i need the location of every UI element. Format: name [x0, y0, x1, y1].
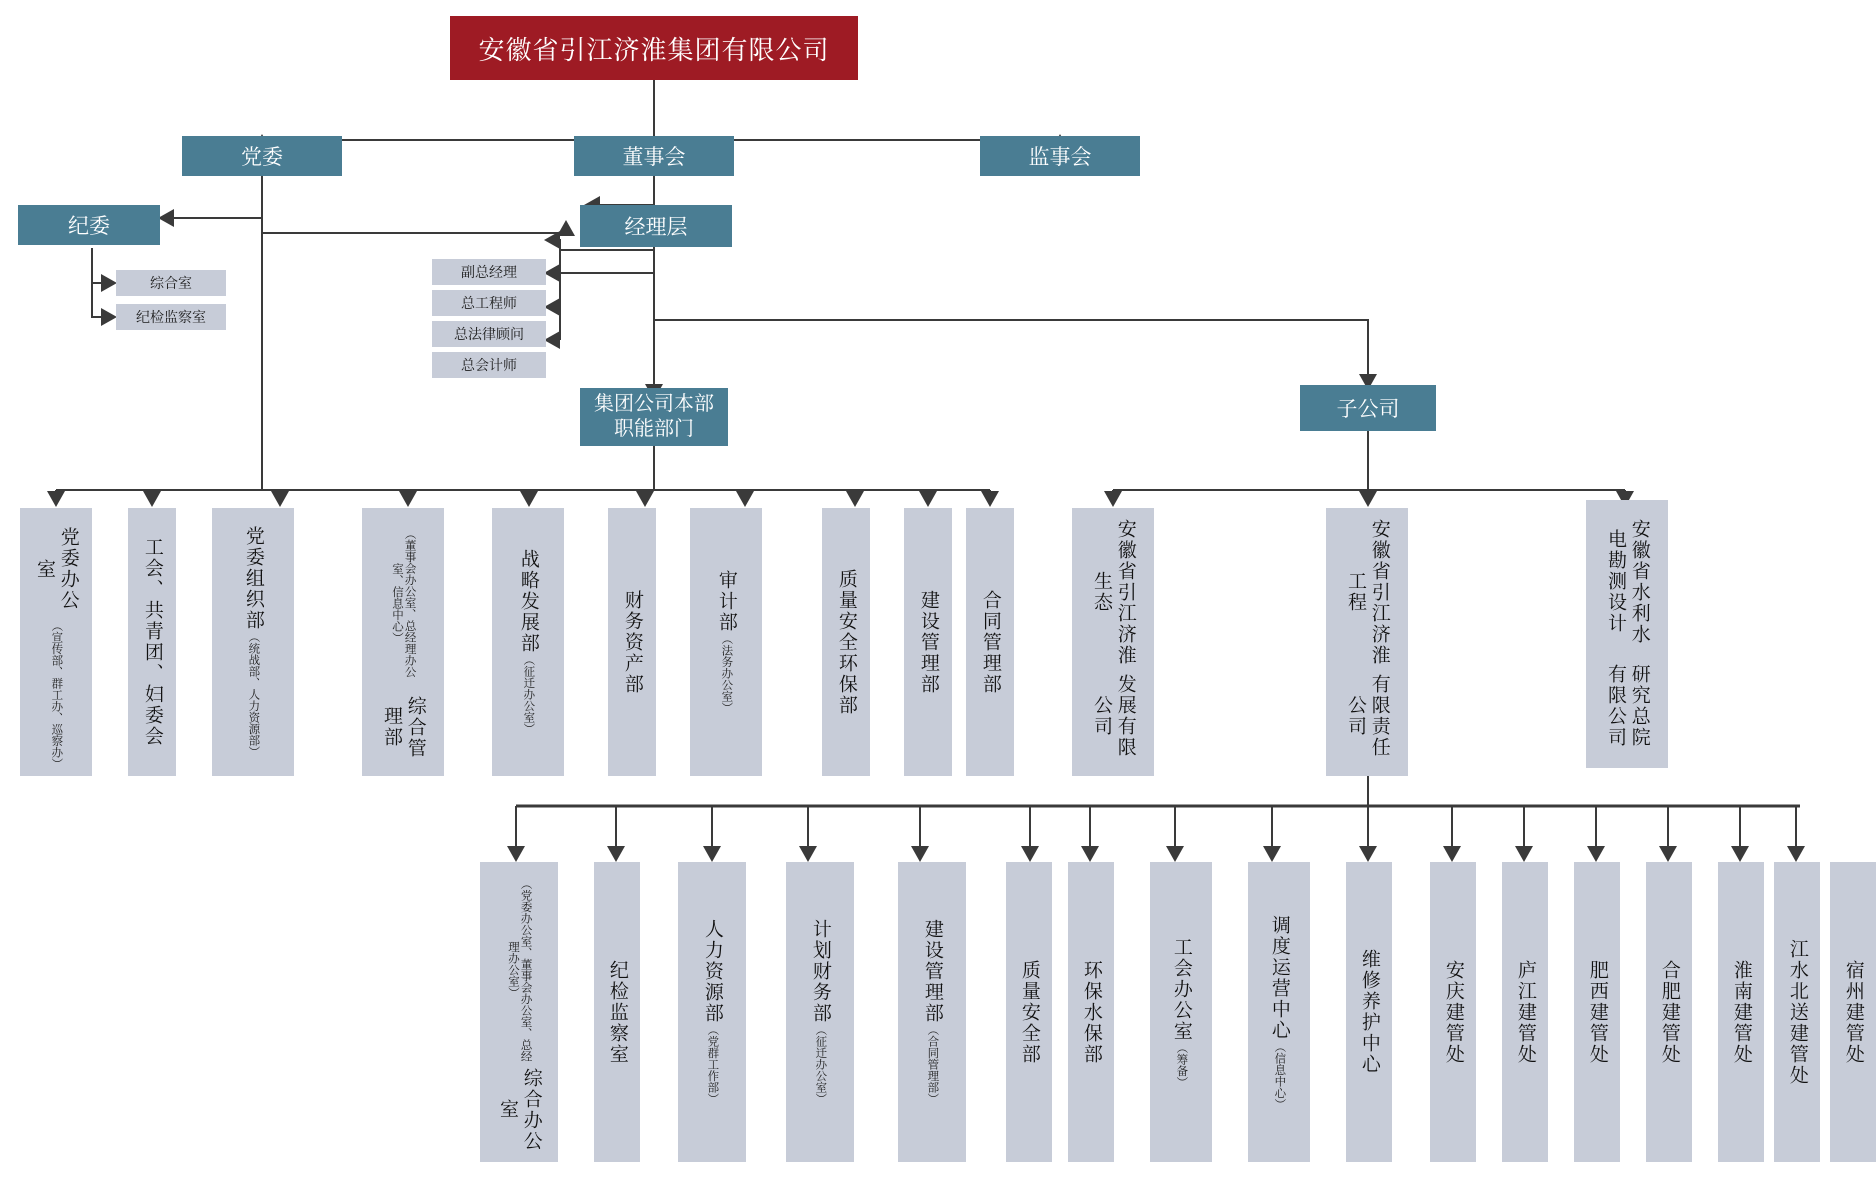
node-headquarter-functional-departments[interactable] — [580, 388, 728, 446]
node-board-of-directors[interactable] — [574, 136, 734, 176]
subsidiary-label: 安徽省引江济淮工程 — [1345, 518, 1390, 666]
node-label-line2: 职能部门 — [614, 418, 694, 440]
node-chief-legal-counsel[interactable] — [432, 321, 546, 347]
node-label: 子公司 — [1336, 398, 1400, 421]
sub-dept-label: 维修养护中心 — [1358, 949, 1380, 1075]
node-label: 董事会 — [622, 146, 686, 169]
subsidiary-water-design-institute[interactable] — [1586, 500, 1668, 768]
sub-dept-feixi-office[interactable] — [1574, 862, 1620, 1162]
sub-dept-sublabel: （征迁办公室） — [814, 1024, 827, 1105]
dept-label: 质量安全环保部 — [835, 568, 857, 716]
node-label: 纪检监察室 — [136, 309, 206, 325]
subsidiary-label: 安徽省引江济淮生态 — [1091, 518, 1136, 666]
dept-label: 建设管理部 — [917, 589, 939, 695]
sub-dept-sublabel: （党委办公室、董事会办公室、总经理办公室） — [507, 877, 532, 1062]
sub-dept-sublabel: （合同管理部） — [926, 1024, 939, 1105]
dept-sublabel: （统战部、人力资源部） — [247, 631, 260, 758]
sub-dept-label: 江水北送建管处 — [1786, 938, 1808, 1086]
root-node[interactable] — [450, 16, 858, 80]
sub-dept-label: 质量安全部 — [1018, 959, 1040, 1065]
sub-dept-label: 建设管理部 — [921, 919, 943, 1025]
dept-label: 工会、共青团、妇委会 — [141, 537, 163, 747]
node-label: 党委 — [241, 146, 283, 169]
node-label: 总法律顾问 — [454, 326, 524, 342]
dept-party-committee-office[interactable] — [20, 508, 92, 776]
dept-label: 财务资产部 — [621, 589, 643, 695]
dept-sublabel: （征迁办公室） — [522, 654, 535, 735]
dept-label: 战略发展部 — [517, 549, 539, 655]
sub-dept-suzhou-office[interactable] — [1830, 862, 1876, 1162]
dept-quality-safety-environment[interactable] — [822, 508, 870, 776]
subsidiary-engineering-ltd[interactable] — [1326, 508, 1408, 776]
node-chief-accountant[interactable] — [432, 352, 546, 378]
sub-dept-label: 人力资源部 — [701, 919, 723, 1025]
dept-party-organization[interactable] — [212, 508, 294, 776]
dept-label: 党委办公室 — [34, 527, 79, 612]
sub-dept-anqing-office[interactable] — [1430, 862, 1476, 1162]
dept-sublabel: （宣传部、群工办、巡察办） — [50, 620, 63, 770]
root-label: 安徽省引江济淮集团有限公司 — [478, 34, 830, 65]
subsidiary-sublabel: 有限责任公司 — [1345, 674, 1390, 759]
sub-dept-label: 工会办公室 — [1170, 936, 1192, 1042]
node-management-layer[interactable] — [580, 205, 732, 247]
dept-label: 合同管理部 — [979, 589, 1001, 695]
sub-dept-quality-safety[interactable] — [1006, 862, 1052, 1162]
node-chief-engineer[interactable] — [432, 290, 546, 316]
sub-dept-environment-water-conservation[interactable] — [1068, 862, 1114, 1162]
node-label: 总会计师 — [461, 357, 517, 373]
dept-sublabel: （法务办公室） — [720, 633, 733, 714]
dept-comprehensive-management[interactable] — [362, 508, 444, 776]
sub-dept-label: 环保水保部 — [1080, 959, 1102, 1065]
sub-dept-lujiang-office[interactable] — [1502, 862, 1548, 1162]
sub-dept-label: 淮南建管处 — [1730, 959, 1752, 1065]
sub-dept-hefei-office[interactable] — [1646, 862, 1692, 1162]
node-label: 总工程师 — [461, 295, 517, 311]
sub-dept-label: 安庆建管处 — [1442, 959, 1464, 1065]
subsidiary-ecology-development[interactable] — [1072, 508, 1154, 776]
node-party-committee[interactable] — [182, 136, 342, 176]
dept-label: 综合管理部 — [381, 695, 426, 759]
sub-dept-construction-management[interactable] — [898, 862, 966, 1162]
sub-dept-general-office[interactable] — [480, 862, 558, 1162]
sub-dept-north-water-office[interactable] — [1774, 862, 1820, 1162]
sub-dept-dispatch-operation-center[interactable] — [1248, 862, 1310, 1162]
sub-dept-label: 调度运营中心 — [1268, 914, 1290, 1041]
subsidiary-label: 安徽省水利水电勘测设计 — [1605, 518, 1650, 645]
sub-dept-sublabel: （筹备） — [1175, 1041, 1188, 1088]
node-general-office[interactable] — [116, 270, 226, 296]
sub-dept-label: 综合办公室 — [497, 1067, 542, 1152]
sub-dept-label: 肥西建管处 — [1586, 959, 1608, 1065]
node-label: 经理层 — [624, 216, 688, 239]
node-label: 副总经理 — [461, 264, 517, 280]
node-label-line1: 集团公司本部 — [594, 393, 714, 415]
node-subsidiaries[interactable] — [1300, 385, 1436, 431]
sub-dept-label: 宿州建管处 — [1842, 959, 1864, 1065]
sub-dept-maintenance-center[interactable] — [1346, 862, 1392, 1162]
dept-construction-management[interactable] — [904, 508, 952, 776]
node-deputy-general-manager[interactable] — [432, 259, 546, 285]
dept-finance-assets[interactable] — [608, 508, 656, 776]
dept-strategy-development[interactable] — [492, 508, 564, 776]
subsidiary-sublabel: 发展有限公司 — [1091, 674, 1136, 759]
subsidiary-sublabel: 研究总院有限公司 — [1605, 663, 1650, 748]
sub-dept-planning-finance[interactable] — [786, 862, 854, 1162]
dept-label: 党委组织部 — [242, 526, 264, 632]
dept-sublabel: （董事会办公室、总经理办公室、信息中心） — [391, 528, 416, 678]
dept-label: 审计部 — [715, 570, 737, 634]
dept-audit[interactable] — [690, 508, 762, 776]
sub-dept-discipline-inspection[interactable] — [594, 862, 640, 1162]
dept-contract-management[interactable] — [966, 508, 1014, 776]
node-label: 综合室 — [150, 275, 192, 291]
sub-dept-human-resources[interactable] — [678, 862, 746, 1162]
node-label: 监事会 — [1028, 146, 1092, 169]
node-discipline-inspection-office[interactable] — [116, 304, 226, 330]
dept-union-youth-women[interactable] — [128, 508, 176, 776]
node-board-of-supervisors[interactable] — [980, 136, 1140, 176]
sub-dept-label: 合肥建管处 — [1658, 959, 1680, 1065]
sub-dept-sublabel: （党群工作部） — [706, 1024, 719, 1105]
sub-dept-huainan-office[interactable] — [1718, 862, 1764, 1162]
sub-dept-label: 庐江建管处 — [1514, 959, 1536, 1065]
node-discipline-committee[interactable] — [18, 205, 160, 245]
sub-dept-label: 纪检监察室 — [606, 959, 628, 1065]
sub-dept-label: 计划财务部 — [809, 919, 831, 1025]
node-label: 纪委 — [68, 215, 110, 238]
sub-dept-union-office[interactable] — [1150, 862, 1212, 1162]
sub-dept-sublabel: （信息中心） — [1273, 1040, 1286, 1110]
